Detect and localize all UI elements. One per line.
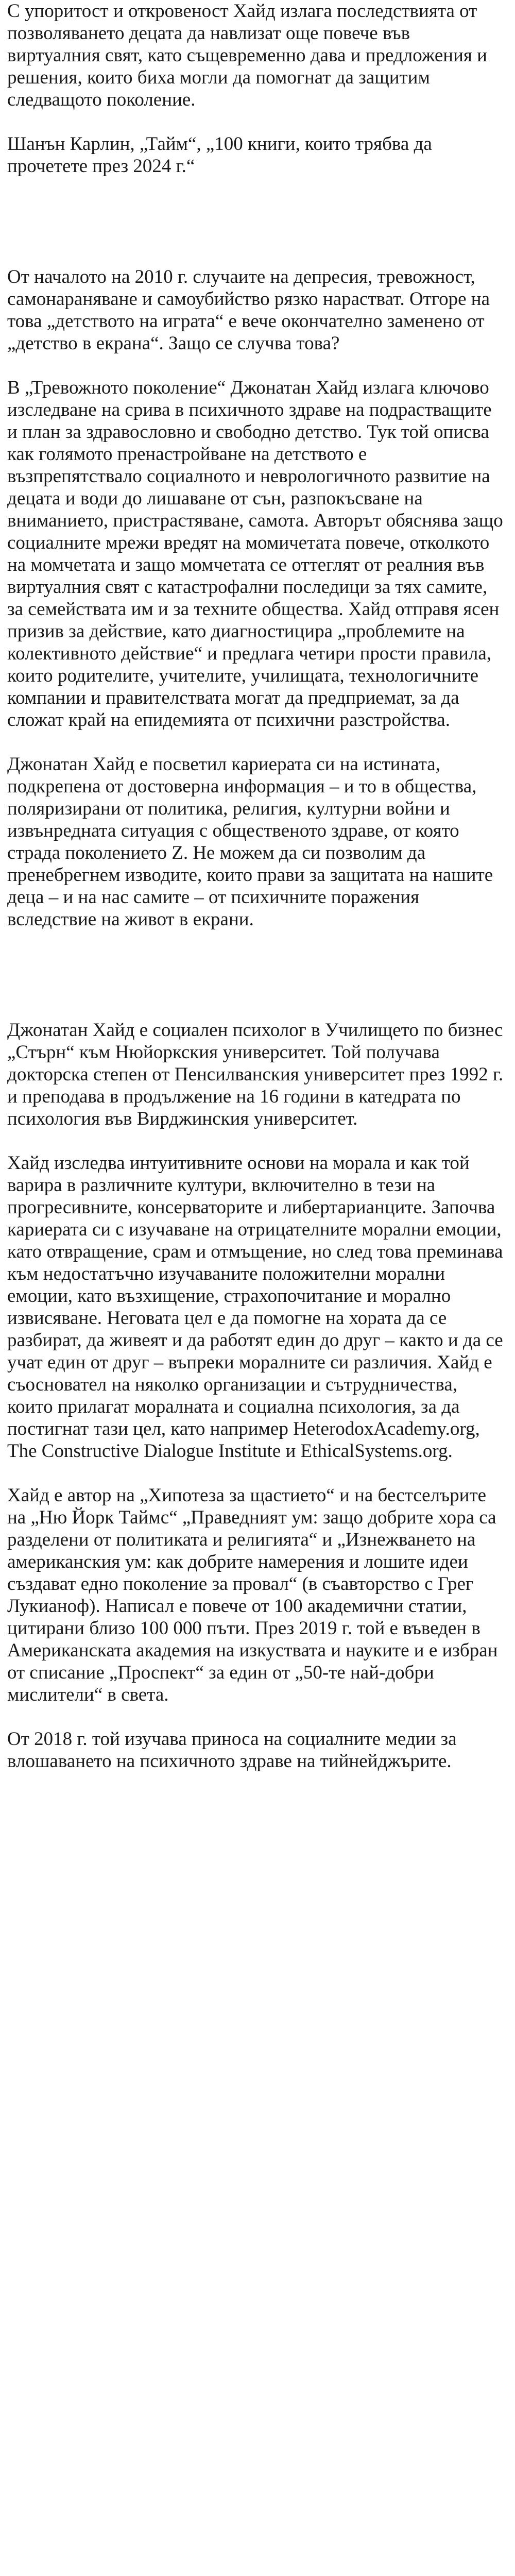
author-bio-paragraph: Хайд е автор на „Хипотеза за щастието“ и на бестселърите на „Ню Йорк Таймс“ „Праведният ум: защо добрите хора са разделени от политиката и религията“ и „Изнежването на американския ум: как добрите намерения и лошите идеи създават едно поколение за провал“ (в съавторство с Грег Лукианоф). Написал е повече от 100 академични статии, цитирани близо 100 000 пъти. През 2019 г. той е въведен в Американската академия на изкуствата и науките и е избран от списание „Проспект“ за един от „50-те най-добри мислители“ в света. xyxy=(7,1485,498,1705)
author-bio-paragraph: Джонатан Хайд е социален психолог в Училището по бизнес „Стърн“ към Нюйоркския университет. Той получава докторска степен от Пенсилванския университет през 1992 г. и преподава в продължение на 16 години в катедрата по психология във Вирджинския университет. xyxy=(7,1020,504,1129)
author-bio-paragraph: Хайд изследва интуитивните основи на морала и как той варира в различните култури, включително в тези на прогресивните, консерваторите и либертарианците. Започва кариерата си с изучаване на отрицателните морални емоции, като отвращение, срам и отмъщение, но след това преминава към недостатъчно изучаваните положителни морални емоции, като възхищение, страхопочитание и морално извисяване. Неговата цел е да помогне на хората да се разбират, да живеят и да работят един до друг – както и да се учат един от друг – въпреки моралните си различия. Хайд е съосновател на няколко организации и сътрудничества, които прилагат моралната и социална психология, за да постигнат тази цел, като например HeterodoxAcademy.org, The Constructive Dialogue Institute и EthicalSystems.org. xyxy=(7,1153,503,1462)
description-paragraph: Джонатан Хайд е посветил кариерата си на истината, подкрепена от достоверна информация – и то в общества, поляризирани от политика, религия, културни войни и извънредната ситуация с общественото здраве, от която страда поколението Z. Не можем да си позволим да пренебрегнем изводите, които прави за защитата на нашите деца – и на нас самите – от психичните поражения вследствие на живот в екрани. xyxy=(7,754,493,930)
description-paragraph: В „Тревожното поколение“ Джонатан Хайд излага ключово изследване на срива в психичното здраве на подрастващите и план за здравословно и свободно детство. Тук той описва как голямото пренастройване на детството е възпрепятствало социалното и неврологичното развитие на децата и води до лишаване от сън, разпокъсване на вниманието, пристрастяване, самота. Авторът обяснява защо социалните мрежи вредят на момичетата повече, отколкото на момчетата и защо момчетата се оттеглят от реалния във виртуалния свят с катастрофални последици за тях самите, за семействата им и за техните общества. Хайд отправя ясен призив за действие, като диагностицира „проблемите на колективното действие“ и предлага четири прости правила, които родителите, учителите, училищата, технологичните компании и правителствата могат да предприемат, за да сложат край на епидемията от психични разстройства. xyxy=(7,377,503,731)
quote-attribution: Шанън Карлин, „Тайм“, „100 книги, които трябва да прочетете през 2024 г.“ xyxy=(7,133,432,177)
author-bio-paragraph: От 2018 г. той изучава приноса на социалните медии за влошаването на психичното здраве на тийнейджърите. xyxy=(7,1728,457,1772)
intro-quote: С упоритост и откровеност Хайд излага последствията от позволяването децата да навлизат още повече във виртуалния свят, като същевременно дава и предложения и решения, които биха могли да помогнат да защитим следващото поколение. xyxy=(7,1,487,110)
description-paragraph: От началото на 2010 г. случаите на депресия, тревожност, самонараняване и самоубийство рязко нарастват. Отгоре на това „детството на играта“ е вече окончателно заменено от „детство в екрана“. Защо се случва това? xyxy=(7,266,490,354)
